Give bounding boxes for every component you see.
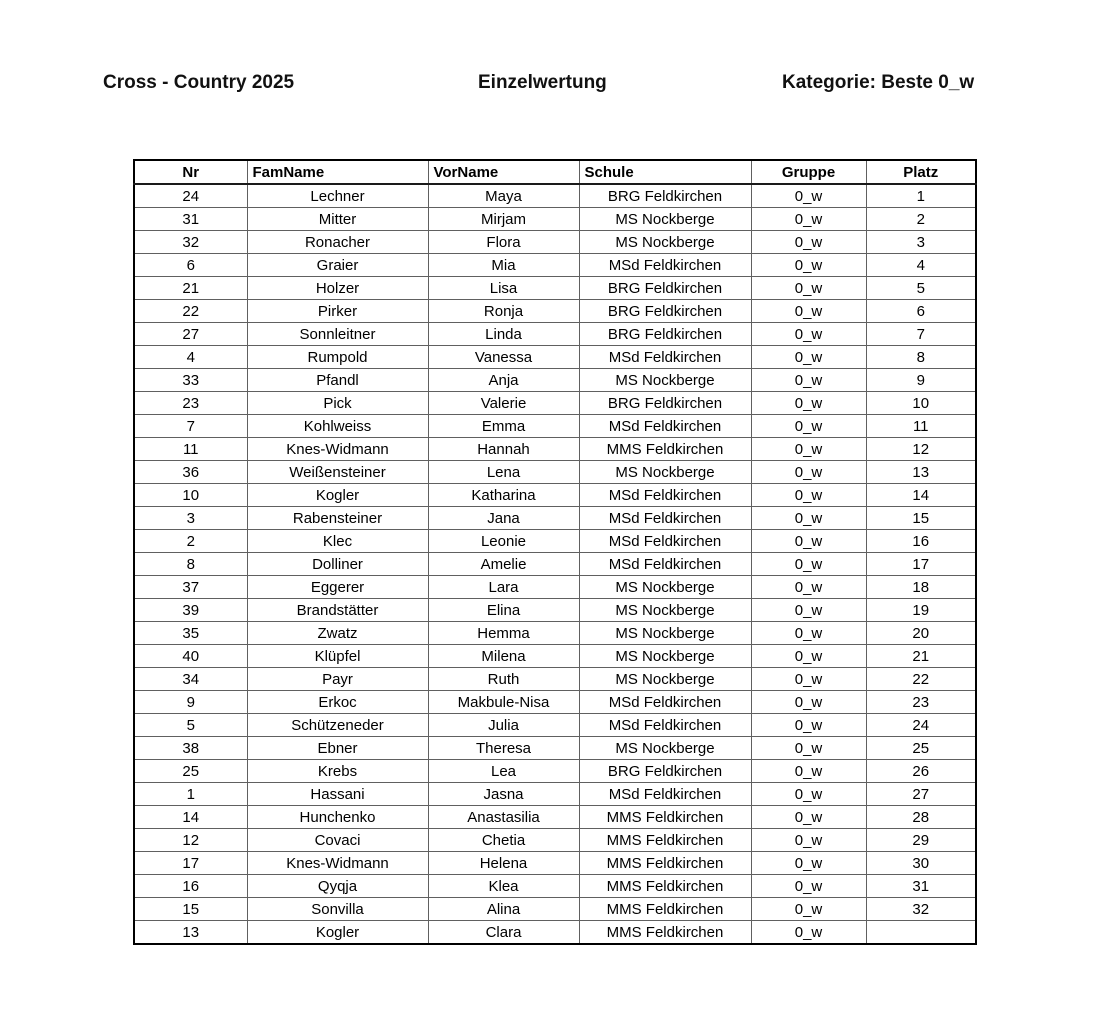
table-cell: MSd Feldkirchen <box>579 553 751 576</box>
table-cell: 16 <box>866 530 976 553</box>
table-row <box>134 231 976 254</box>
table-cell: MS Nockberge <box>579 208 751 231</box>
table-row <box>134 553 976 576</box>
table-cell: 11 <box>866 415 976 438</box>
table-cell: Kogler <box>247 921 428 945</box>
table-cell: 10 <box>134 484 247 507</box>
table-cell: 35 <box>134 622 247 645</box>
table-cell: 5 <box>134 714 247 737</box>
table-cell: 39 <box>134 599 247 622</box>
table-cell: Graier <box>247 254 428 277</box>
table-cell: 29 <box>866 829 976 852</box>
table-row <box>134 645 976 668</box>
table-cell: 32 <box>134 231 247 254</box>
table-cell: 22 <box>866 668 976 691</box>
table-cell: Mitter <box>247 208 428 231</box>
table-cell: 8 <box>134 553 247 576</box>
table-cell: MMS Feldkirchen <box>579 921 751 945</box>
table-cell: MS Nockberge <box>579 369 751 392</box>
table-cell: Qyqja <box>247 875 428 898</box>
table-cell: Rabensteiner <box>247 507 428 530</box>
table-cell: 0_w <box>751 254 866 277</box>
table-cell: 0_w <box>751 921 866 945</box>
table-row <box>134 921 976 945</box>
table-cell: Pirker <box>247 300 428 323</box>
table-cell: MMS Feldkirchen <box>579 806 751 829</box>
table-cell: 25 <box>134 760 247 783</box>
table-cell: Alina <box>428 898 579 921</box>
table-cell: 38 <box>134 737 247 760</box>
table-row <box>134 208 976 231</box>
table-cell <box>866 921 976 945</box>
column-header-nr: Nr <box>134 160 247 184</box>
table-cell: 9 <box>866 369 976 392</box>
table-cell: 28 <box>866 806 976 829</box>
table-cell: MS Nockberge <box>579 576 751 599</box>
table-cell: Lisa <box>428 277 579 300</box>
table-cell: 5 <box>866 277 976 300</box>
table-cell: 0_w <box>751 231 866 254</box>
table-row <box>134 576 976 599</box>
results-table-body <box>134 184 976 944</box>
table-cell: 25 <box>866 737 976 760</box>
table-cell: 8 <box>866 346 976 369</box>
document-header <box>0 72 1110 102</box>
table-cell: MSd Feldkirchen <box>579 714 751 737</box>
table-row <box>134 300 976 323</box>
table-cell: MMS Feldkirchen <box>579 438 751 461</box>
table-cell: Pick <box>247 392 428 415</box>
table-cell: 7 <box>866 323 976 346</box>
table-cell: 0_w <box>751 392 866 415</box>
table-row <box>134 622 976 645</box>
table-cell: MMS Feldkirchen <box>579 852 751 875</box>
results-table <box>133 159 977 945</box>
table-cell: 0_w <box>751 760 866 783</box>
table-cell: 10 <box>866 392 976 415</box>
table-cell: 0_w <box>751 369 866 392</box>
table-row <box>134 438 976 461</box>
table-cell: 6 <box>134 254 247 277</box>
table-cell: MS Nockberge <box>579 231 751 254</box>
table-cell: Ruth <box>428 668 579 691</box>
table-cell: 0_w <box>751 530 866 553</box>
table-cell: Jasna <box>428 783 579 806</box>
table-cell: Clara <box>428 921 579 945</box>
table-cell: Knes-Widmann <box>247 852 428 875</box>
table-cell: 24 <box>134 184 247 208</box>
table-cell: MSd Feldkirchen <box>579 783 751 806</box>
table-row <box>134 415 976 438</box>
table-cell: 0_w <box>751 806 866 829</box>
table-cell: MSd Feldkirchen <box>579 530 751 553</box>
table-cell: Hassani <box>247 783 428 806</box>
table-cell: Dolliner <box>247 553 428 576</box>
table-cell: Makbule-Nisa <box>428 691 579 714</box>
table-cell: 20 <box>866 622 976 645</box>
table-cell: 0_w <box>751 184 866 208</box>
table-cell: BRG Feldkirchen <box>579 760 751 783</box>
table-cell: Pfandl <box>247 369 428 392</box>
table-cell: BRG Feldkirchen <box>579 184 751 208</box>
table-cell: 14 <box>866 484 976 507</box>
table-cell: 0_w <box>751 576 866 599</box>
table-cell: Klea <box>428 875 579 898</box>
table-cell: Mia <box>428 254 579 277</box>
table-cell: 21 <box>866 645 976 668</box>
column-header-vorname: VorName <box>428 160 579 184</box>
table-cell: 23 <box>134 392 247 415</box>
table-cell: Lena <box>428 461 579 484</box>
table-row <box>134 875 976 898</box>
category-title: Kategorie: Beste 0_w <box>782 72 975 93</box>
table-cell: MS Nockberge <box>579 599 751 622</box>
table-cell: 0_w <box>751 714 866 737</box>
table-cell: 0_w <box>751 875 866 898</box>
table-row <box>134 507 976 530</box>
table-row <box>134 898 976 921</box>
table-cell: Theresa <box>428 737 579 760</box>
table-row <box>134 691 976 714</box>
table-cell: 0_w <box>751 323 866 346</box>
table-cell: 26 <box>866 760 976 783</box>
table-cell: MSd Feldkirchen <box>579 691 751 714</box>
table-cell: Lea <box>428 760 579 783</box>
table-cell: MS Nockberge <box>579 645 751 668</box>
table-cell: 1 <box>134 783 247 806</box>
table-cell: Linda <box>428 323 579 346</box>
table-cell: 0_w <box>751 668 866 691</box>
table-cell: MMS Feldkirchen <box>579 829 751 852</box>
table-row <box>134 254 976 277</box>
table-cell: 0_w <box>751 300 866 323</box>
table-cell: MSd Feldkirchen <box>579 415 751 438</box>
table-cell: 14 <box>134 806 247 829</box>
table-cell: Brandstätter <box>247 599 428 622</box>
table-cell: Erkoc <box>247 691 428 714</box>
table-cell: Lechner <box>247 184 428 208</box>
table-cell: 0_w <box>751 737 866 760</box>
results-table-header <box>134 160 976 184</box>
event-title: Cross - Country 2025 <box>103 72 295 93</box>
table-cell: 34 <box>134 668 247 691</box>
table-cell: Kohlweiss <box>247 415 428 438</box>
table-cell: 40 <box>134 645 247 668</box>
table-cell: 0_w <box>751 783 866 806</box>
table-cell: 0_w <box>751 829 866 852</box>
table-cell: 15 <box>866 507 976 530</box>
table-cell: Sonvilla <box>247 898 428 921</box>
column-header-platz: Platz <box>866 160 976 184</box>
table-cell: Payr <box>247 668 428 691</box>
table-cell: MS Nockberge <box>579 461 751 484</box>
table-cell: Zwatz <box>247 622 428 645</box>
table-cell: 11 <box>134 438 247 461</box>
table-cell: 2 <box>866 208 976 231</box>
table-cell: 0_w <box>751 461 866 484</box>
table-cell: 0_w <box>751 622 866 645</box>
table-cell: 3 <box>866 231 976 254</box>
table-cell: 0_w <box>751 277 866 300</box>
table-cell: Milena <box>428 645 579 668</box>
table-cell: 17 <box>134 852 247 875</box>
table-cell: 31 <box>866 875 976 898</box>
table-cell: 23 <box>866 691 976 714</box>
table-cell: Ronja <box>428 300 579 323</box>
table-cell: 16 <box>134 875 247 898</box>
table-cell: BRG Feldkirchen <box>579 277 751 300</box>
table-cell: 15 <box>134 898 247 921</box>
table-row <box>134 277 976 300</box>
table-cell: 0_w <box>751 484 866 507</box>
column-header-gruppe: Gruppe <box>751 160 866 184</box>
table-row <box>134 714 976 737</box>
table-cell: Ebner <box>247 737 428 760</box>
table-cell: 21 <box>134 277 247 300</box>
table-cell: 4 <box>134 346 247 369</box>
table-cell: Maya <box>428 184 579 208</box>
table-row <box>134 783 976 806</box>
table-row <box>134 599 976 622</box>
table-cell: 27 <box>866 783 976 806</box>
table-cell: 30 <box>866 852 976 875</box>
table-cell: Hannah <box>428 438 579 461</box>
table-row <box>134 829 976 852</box>
table-cell: 24 <box>866 714 976 737</box>
table-cell: MSd Feldkirchen <box>579 254 751 277</box>
table-cell: 0_w <box>751 852 866 875</box>
table-cell: MS Nockberge <box>579 622 751 645</box>
table-cell: BRG Feldkirchen <box>579 323 751 346</box>
table-cell: Emma <box>428 415 579 438</box>
table-cell: Amelie <box>428 553 579 576</box>
table-row <box>134 461 976 484</box>
table-cell: 3 <box>134 507 247 530</box>
table-cell: Knes-Widmann <box>247 438 428 461</box>
table-cell: Holzer <box>247 277 428 300</box>
table-cell: 22 <box>134 300 247 323</box>
table-cell: 13 <box>134 921 247 945</box>
table-cell: Mirjam <box>428 208 579 231</box>
table-cell: Kogler <box>247 484 428 507</box>
table-cell: 32 <box>866 898 976 921</box>
table-row <box>134 760 976 783</box>
table-cell: 33 <box>134 369 247 392</box>
table-cell: 0_w <box>751 208 866 231</box>
column-header-famname: FamName <box>247 160 428 184</box>
table-cell: 17 <box>866 553 976 576</box>
header-row <box>134 160 976 184</box>
table-cell: MSd Feldkirchen <box>579 507 751 530</box>
table-cell: Hunchenko <box>247 806 428 829</box>
table-cell: MSd Feldkirchen <box>579 484 751 507</box>
table-cell: Helena <box>428 852 579 875</box>
table-cell: 4 <box>866 254 976 277</box>
table-cell: Klüpfel <box>247 645 428 668</box>
table-cell: MMS Feldkirchen <box>579 875 751 898</box>
table-cell: 27 <box>134 323 247 346</box>
table-cell: 9 <box>134 691 247 714</box>
table-row <box>134 668 976 691</box>
table-cell: 13 <box>866 461 976 484</box>
table-row <box>134 184 976 208</box>
table-cell: 0_w <box>751 691 866 714</box>
table-cell: 37 <box>134 576 247 599</box>
table-cell: 0_w <box>751 415 866 438</box>
table-cell: BRG Feldkirchen <box>579 392 751 415</box>
table-cell: 0_w <box>751 898 866 921</box>
table-cell: Sonnleitner <box>247 323 428 346</box>
table-cell: 19 <box>866 599 976 622</box>
table-cell: 7 <box>134 415 247 438</box>
table-cell: 0_w <box>751 553 866 576</box>
table-cell: 0_w <box>751 346 866 369</box>
table-cell: Flora <box>428 231 579 254</box>
table-cell: Schützeneder <box>247 714 428 737</box>
table-cell: 0_w <box>751 645 866 668</box>
table-cell: Anja <box>428 369 579 392</box>
table-cell: 31 <box>134 208 247 231</box>
table-row <box>134 392 976 415</box>
table-cell: 2 <box>134 530 247 553</box>
table-cell: Ronacher <box>247 231 428 254</box>
table-row <box>134 806 976 829</box>
table-cell: 0_w <box>751 507 866 530</box>
ranking-type-title: Einzelwertung <box>478 72 607 93</box>
table-row <box>134 369 976 392</box>
table-cell: Eggerer <box>247 576 428 599</box>
table-cell: Krebs <box>247 760 428 783</box>
table-row <box>134 484 976 507</box>
table-cell: MMS Feldkirchen <box>579 898 751 921</box>
table-cell: 18 <box>866 576 976 599</box>
table-cell: 0_w <box>751 599 866 622</box>
table-cell: MS Nockberge <box>579 737 751 760</box>
table-cell: Anastasilia <box>428 806 579 829</box>
table-cell: Covaci <box>247 829 428 852</box>
table-row <box>134 530 976 553</box>
table-cell: Elina <box>428 599 579 622</box>
table-cell: 12 <box>866 438 976 461</box>
table-row <box>134 737 976 760</box>
table-cell: Vanessa <box>428 346 579 369</box>
table-cell: Chetia <box>428 829 579 852</box>
table-cell: Lara <box>428 576 579 599</box>
table-cell: Weißensteiner <box>247 461 428 484</box>
table-cell: Valerie <box>428 392 579 415</box>
table-cell: MSd Feldkirchen <box>579 346 751 369</box>
table-cell: Jana <box>428 507 579 530</box>
table-cell: 0_w <box>751 438 866 461</box>
table-cell: Katharina <box>428 484 579 507</box>
table-row <box>134 323 976 346</box>
table-cell: Julia <box>428 714 579 737</box>
table-cell: MS Nockberge <box>579 668 751 691</box>
table-cell: Leonie <box>428 530 579 553</box>
table-cell: 1 <box>866 184 976 208</box>
table-cell: Klec <box>247 530 428 553</box>
table-cell: Rumpold <box>247 346 428 369</box>
table-row <box>134 346 976 369</box>
column-header-schule: Schule <box>579 160 751 184</box>
table-cell: 36 <box>134 461 247 484</box>
table-cell: 6 <box>866 300 976 323</box>
table-cell: 12 <box>134 829 247 852</box>
table-cell: BRG Feldkirchen <box>579 300 751 323</box>
table-row <box>134 852 976 875</box>
table-cell: Hemma <box>428 622 579 645</box>
